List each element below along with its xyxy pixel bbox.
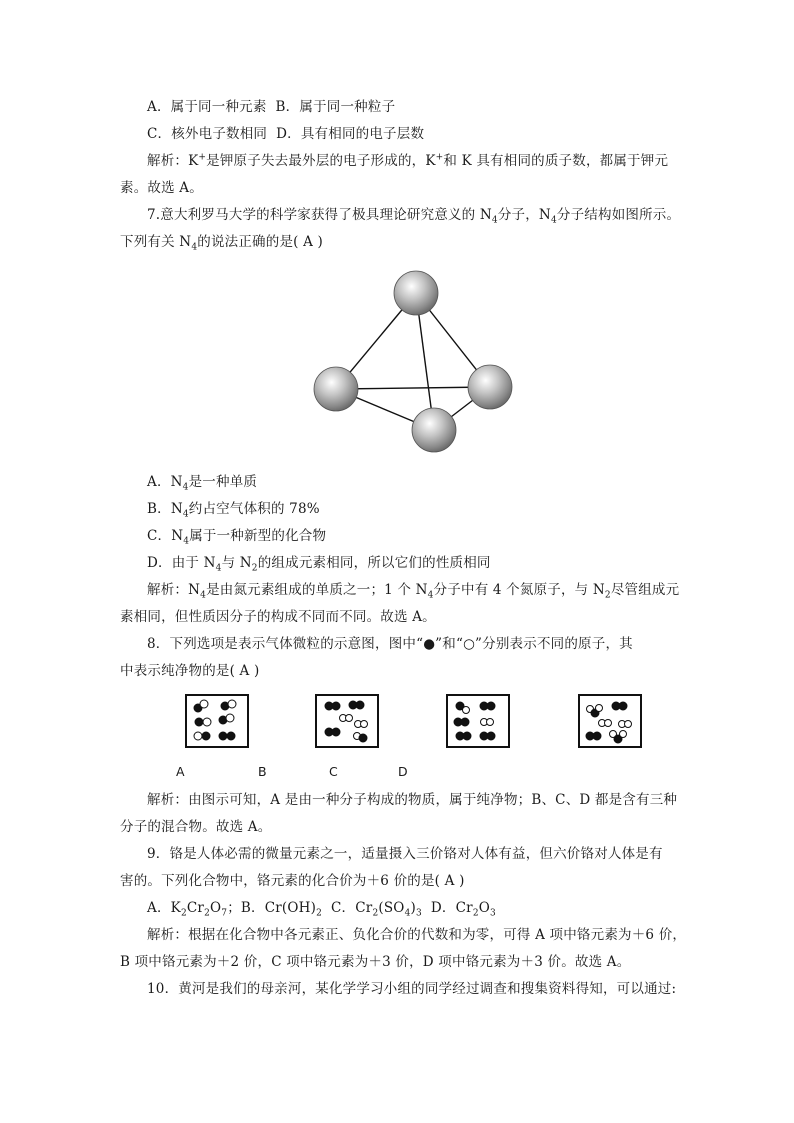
q9-analysis-line2: B 项中铬元素为＋2 价，C 项中铬元素为＋3 价，D 项中铬元素为＋3 价。故选 A。: [120, 954, 631, 970]
q9-analysis-line1: 解析：根据在化合物中各元素正、负化合价的代数和为零，可得 A 项中铬元素为＋6 价，: [147, 927, 687, 943]
n4-atom-right: [468, 365, 512, 409]
q7-option-b: B．$N_4$约占空气体积的 78%: [147, 501, 320, 520]
q7-option-a: A．$N_4$是一种单质: [147, 474, 258, 493]
q9-stem-line2: 害的。下列化合物中，铬元素的化合价为＋6 价的是( A ): [120, 873, 465, 889]
particle-box-c: [446, 694, 510, 748]
n4-atom-left: [314, 367, 358, 411]
particle-label-a: A: [176, 764, 185, 779]
q6-option-d: D．具有相同的电子层数: [276, 126, 425, 142]
particle-label-b: B: [258, 764, 267, 779]
q6-options-ab: [147, 97, 395, 117]
q8-stem-line2: 中表示纯净物的是( A ): [120, 663, 260, 679]
q7-analysis-line1: 解析：$N_4$是由氮元素组成的单质之一；1 个 $N_4$分子中有 4 个氮原子，与 $N_2$尽管组成元: [147, 582, 680, 601]
q10-stem-line1: 10．黄河是我们的母亲河，某化学学习小组的同学经过调查和搜集资料得知，可以通过:: [147, 981, 677, 997]
q7-option-d: D．由于 $N_4$与 $N_2$的组成元素相同，所以它们的性质相同: [147, 555, 491, 574]
particle-box-b: [315, 694, 379, 748]
q6-option-c: C．核外电子数相同: [147, 126, 268, 142]
q7-stem-line2: 下列有关 $N_4$的说法正确的是( A ): [120, 234, 324, 253]
q7-stem-line1: 7.意大利罗马大学的科学家获得了极具理论研究意义的 $N_4$分子，$N_4$分子结构如图所示。: [147, 207, 681, 226]
q8-stem-line1: 8．下列选项是表示气体微粒的示意图，图中“●”和“○”分别表示不同的原子，其: [147, 636, 633, 652]
q7-option-c: C．$N_4$属于一种新型的化合物: [147, 528, 327, 547]
particle-label-d: D: [398, 764, 408, 779]
q6-option-a: A．属于同一种元素: [147, 99, 267, 115]
q6-option-b: B．属于同一种粒子: [275, 99, 396, 115]
particle-label-c: C: [329, 764, 338, 779]
q7-analysis-line2: 素相同，但性质因分子的构成不同而不同。故选 A。: [120, 609, 436, 625]
particle-box-d: [578, 694, 642, 748]
q9-options: A．$K_2Cr_2O_7$；B．$Cr(OH)_2$ C．$Cr_2(SO_4)_3$ D．$Cr_2O_3$: [147, 900, 496, 919]
q8-analysis-line1: 解析：由图示可知，A 是由一种分子构成的物质，属于纯净物；B、C、D 都是含有三种: [147, 792, 678, 808]
n4-atom-top: [394, 271, 438, 315]
n4-molecule-diagram: [300, 265, 530, 465]
q9-stem-line1: 9．铬是人体必需的微量元素之一，适量摄入三价铬对人体有益，但六价铬对人体是有: [147, 846, 663, 862]
q6-analysis-line1: 解析：K+是钾原子失去最外层的电子形成的，K+和 K 具有相同的质子数，都属于钾元: [147, 152, 669, 169]
q6-options-cd: [147, 124, 424, 144]
q6-analysis-line2: 素。故选 A。: [120, 180, 203, 196]
n4-atom-front: [412, 408, 456, 452]
particle-box-a: [185, 694, 249, 748]
q8-analysis-line2: 分子的混合物。故选 A。: [120, 819, 272, 835]
